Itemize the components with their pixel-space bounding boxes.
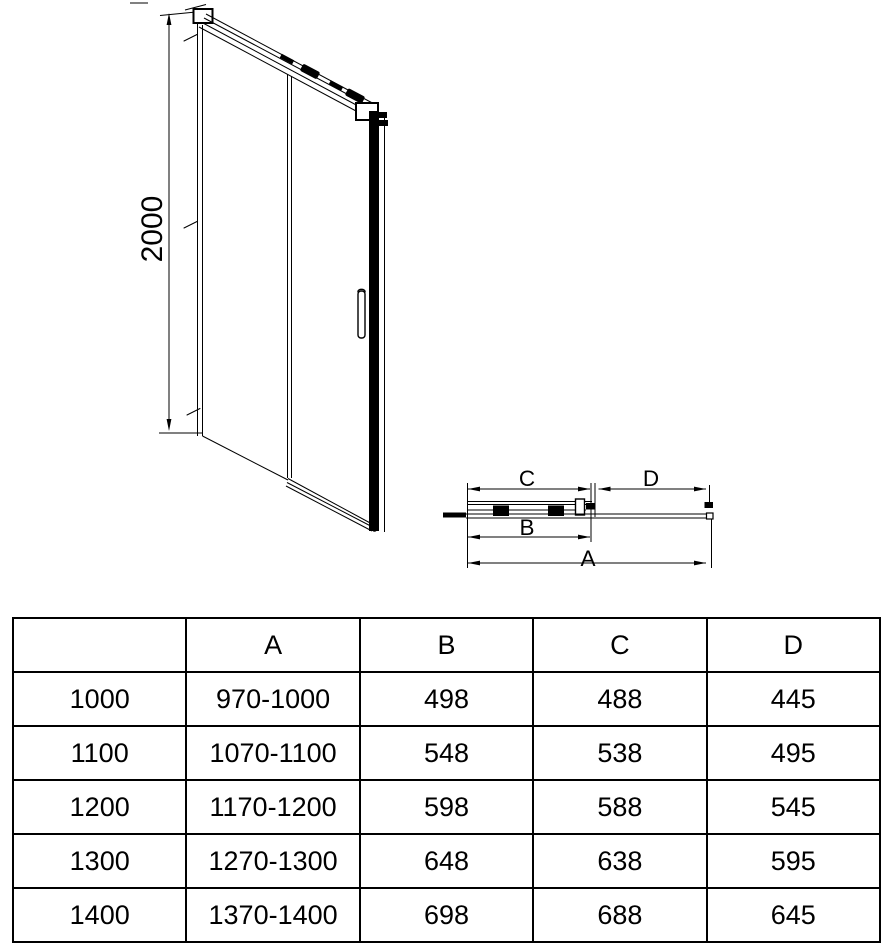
cell-c: 638 xyxy=(533,834,706,888)
height-dimension xyxy=(136,12,202,433)
cell-b: 548 xyxy=(360,726,533,780)
cell-b: 698 xyxy=(360,888,533,942)
cell-model: 1200 xyxy=(13,780,186,834)
cell-model: 1000 xyxy=(13,672,186,726)
dimension-a xyxy=(468,546,706,571)
top-view xyxy=(443,466,713,571)
cell-b: 498 xyxy=(360,672,533,726)
cell-a: 1370-1400 xyxy=(186,888,359,942)
height-dimension-label: 2000 xyxy=(135,195,169,263)
cell-model: 1300 xyxy=(13,834,186,888)
cell-a: 1270-1300 xyxy=(186,834,359,888)
cell-a: 1170-1200 xyxy=(186,780,359,834)
table-row xyxy=(13,888,880,942)
table-header-b: B xyxy=(360,618,533,672)
table-row xyxy=(13,834,880,888)
roller-carriages xyxy=(280,54,366,104)
plan-door-assembly xyxy=(467,499,595,515)
cell-d: 495 xyxy=(707,726,880,780)
top-rail xyxy=(199,14,378,119)
dim-b-label: B xyxy=(519,515,535,540)
table-header-c: C xyxy=(533,618,706,672)
cell-d: 595 xyxy=(707,834,880,888)
door-handle xyxy=(358,289,365,338)
cell-d: 545 xyxy=(707,780,880,834)
cell-b: 648 xyxy=(360,834,533,888)
size-table xyxy=(12,617,881,943)
cell-a: 970-1000 xyxy=(186,672,359,726)
cell-d: 445 xyxy=(707,672,880,726)
bottom-rail xyxy=(286,479,378,532)
sliding-panel-edge xyxy=(288,74,292,478)
cell-model: 1100 xyxy=(13,726,186,780)
table-header-d: D xyxy=(707,618,880,672)
dim-d-label: D xyxy=(642,466,660,491)
table-header-a: A xyxy=(186,618,359,672)
cell-c: 488 xyxy=(533,672,706,726)
dim-a-label: A xyxy=(580,546,596,571)
table-header-row xyxy=(13,618,880,672)
table-row xyxy=(13,780,880,834)
cell-d: 645 xyxy=(707,888,880,942)
table-row xyxy=(13,672,880,726)
dimension-b xyxy=(468,515,590,540)
cell-c: 538 xyxy=(533,726,706,780)
left-wall-profile xyxy=(198,23,203,436)
rail-fitting xyxy=(379,120,388,126)
cell-b: 598 xyxy=(360,780,533,834)
cell-model: 1400 xyxy=(13,888,186,942)
cell-a: 1070-1100 xyxy=(186,726,359,780)
dimension-c xyxy=(468,466,590,491)
table-row xyxy=(13,726,880,780)
right-frame-profile xyxy=(369,111,379,531)
fixed-glass-bottom-edge xyxy=(203,436,289,480)
cell-c: 688 xyxy=(533,888,706,942)
dim-c-label: C xyxy=(518,466,536,491)
dimension-d xyxy=(599,466,707,491)
cell-c: 588 xyxy=(533,780,706,834)
table-header-model xyxy=(13,618,186,672)
rail-fitting xyxy=(378,112,387,118)
arrowhead-down xyxy=(167,419,172,431)
front-view xyxy=(130,3,388,532)
